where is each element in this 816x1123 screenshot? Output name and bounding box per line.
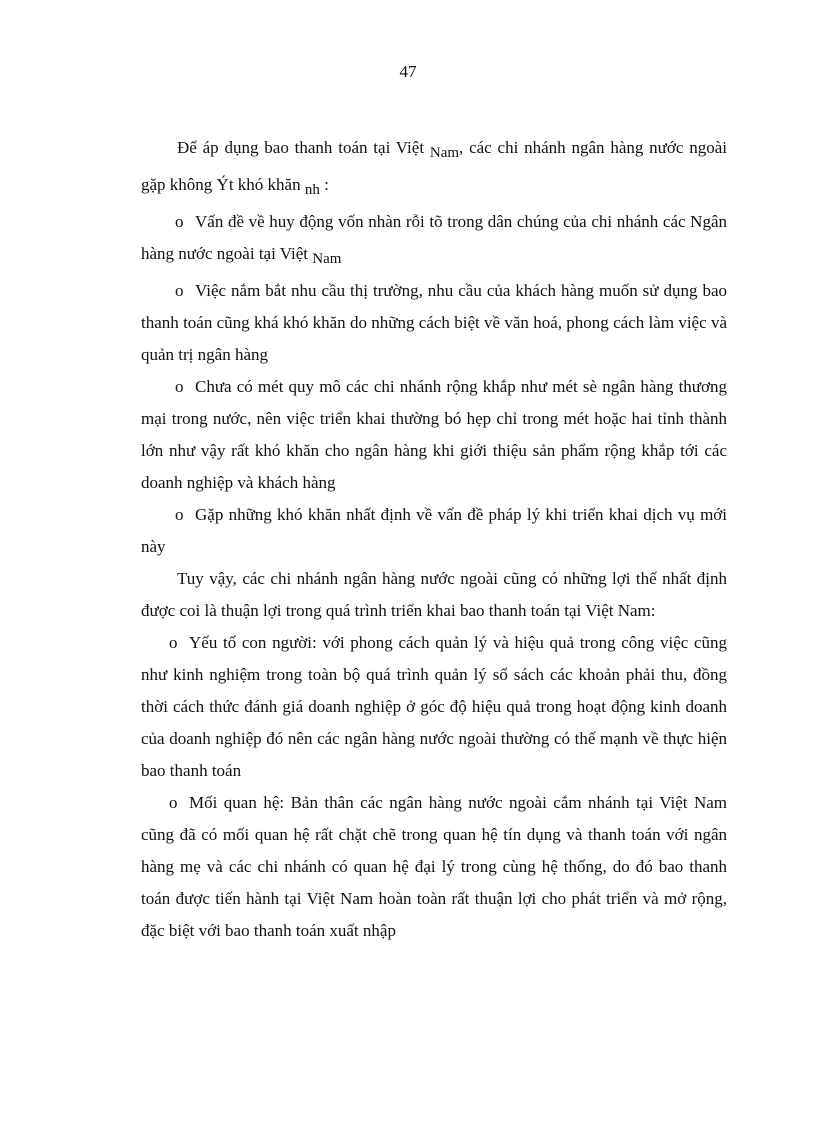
intro-text-2: , các chi nhánh ngân hàng nước ngoài gặp không Ýt khó khăn (141, 138, 727, 194)
advantage-item-2-text: Mối quan hệ: Bản thân các ngân hàng nước ngoài cắm nhánh tại Việt Nam cũng đã có mối quan hệ rất chặt chẽ trong quan hệ tín dụng và thanh toán với ngân hàng mẹ và các chi nhánh có quan hệ đại lý trong cùng hệ thống, do đó bao thanh toán được tiến hành tại Việt Nam hoàn toàn rất thuận lợi cho phát triển và mở rộng, đặc biệt với bao thanh toán xuất nhập (141, 793, 727, 940)
difficulty-item-3-text: Chưa có mét quy mô các chi nhánh rộng khắp như mét sè ngân hàng thương mại trong nước, nên việc triển khai thường bó hẹp chỉ trong mét hoặc hai tỉnh thành lớn như vậy rất khó khăn cho ngân hàng khi giới thiệu sản phẩm rộng khắp tới các doanh nghiệp và khách hàng (141, 377, 727, 492)
intro-subscript-1: Nam (429, 145, 460, 161)
bullet-circle-icon: o (175, 377, 184, 396)
bullet-circle-icon: o (175, 505, 184, 524)
intro-subscript-2: nh (304, 182, 320, 198)
intro-paragraph (141, 132, 727, 206)
bullet-circle-icon: o (169, 793, 178, 812)
advantages-intro-paragraph: Tuy vậy, các chi nhánh ngân hàng nước ngoài cũng có những lợi thế nhất định được coi là thuận lợi trong quá trình triển khai bao thanh toán tại Việt Nam: (141, 569, 727, 620)
difficulty-item-4 (141, 499, 727, 563)
difficulty-item-3 (141, 371, 727, 499)
difficulty-item-1 (141, 206, 727, 275)
difficulty-item-4-text: Gặp những khó khăn nhất định về vấn đề pháp lý khi triển khai dịch vụ mới này (141, 505, 727, 556)
intro-text-3: : (319, 175, 329, 194)
difficulty-item-2-text: Việc nắm bắt nhu cầu thị trường, nhu cầu của khách hàng muốn sử dụng bao thanh toán cũng khá khó khăn do những cách biệt về văn hoá, phong cách làm việc và quản trị ngân hàng (141, 281, 727, 364)
bullet-circle-icon: o (175, 281, 184, 300)
page-number: 47 (399, 62, 417, 81)
difficulty-item-1-subscript: Nam (312, 251, 342, 267)
bullet-circle-icon: o (169, 633, 178, 652)
advantage-item-1-text: Yếu tố con người: với phong cách quản lý và hiệu quả trong công việc cũng như kinh nghiệm trong toàn bộ quá trình quản lý sổ sách các khoản phải thu, đồng thời cách thức đánh giá doanh nghiệp ở góc độ hiệu quả trong hoạt động kinh doanh của doanh nghiệp đó nên các ngân hàng nước ngoài thường có thế mạnh về thực hiện bao thanh toán (141, 633, 727, 780)
body-text (141, 132, 727, 947)
intro-text-1: Để áp dụng bao thanh toán tại Việt (177, 138, 430, 157)
bullet-circle-icon: o (175, 212, 184, 231)
difficulty-item-2 (141, 275, 727, 371)
difficulty-item-1-text: Vấn đề về huy động vốn nhàn rỗi tõ trong dân chúng của chi nhánh các Ngân hàng nước ngoài tại Việt (141, 212, 727, 263)
advantage-item-1 (141, 627, 727, 787)
advantage-item-2 (141, 787, 727, 947)
